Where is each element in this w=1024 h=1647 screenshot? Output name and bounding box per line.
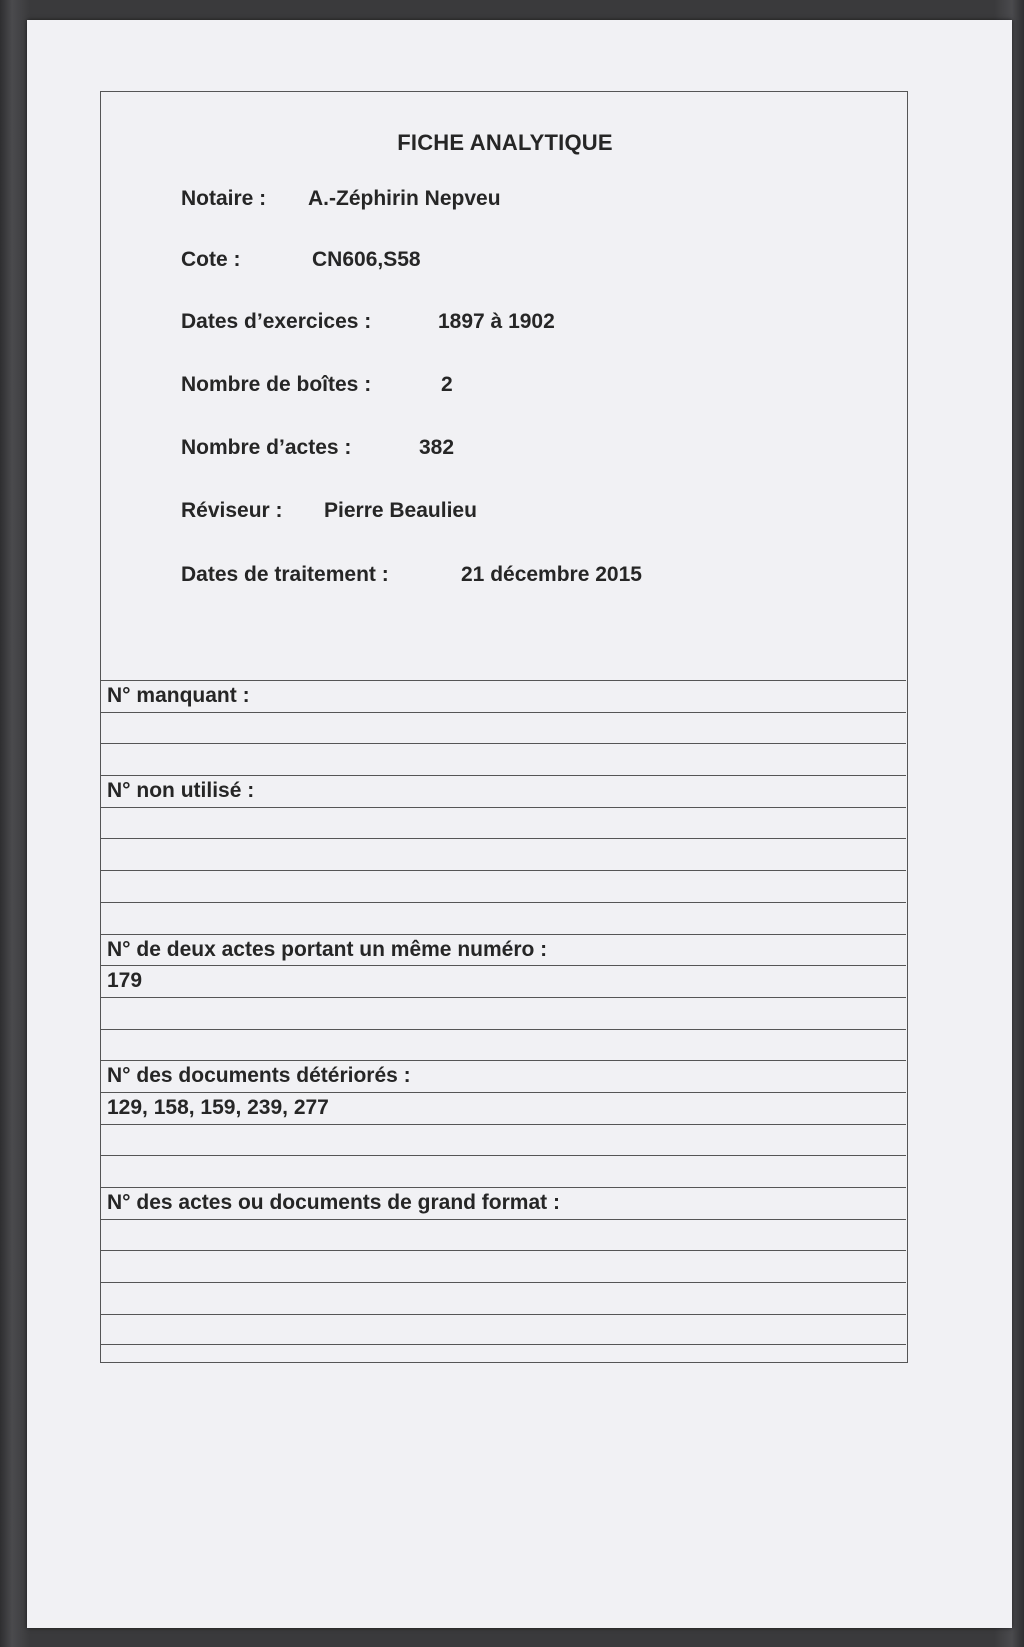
dates-traitement-label: Dates de traitement : — [181, 563, 389, 586]
deteriores-value: 129, 158, 159, 239, 277 — [101, 1092, 906, 1124]
blank-line — [101, 997, 906, 1029]
blank-line — [101, 1124, 906, 1156]
dates-exercices-label: Dates d’exercices : — [181, 310, 372, 333]
form-frame — [100, 91, 908, 1363]
nombre-actes-value: 382 — [419, 436, 455, 459]
blank-line — [101, 1314, 906, 1346]
blank-line — [101, 1029, 906, 1061]
deux-actes-value: 179 — [101, 965, 906, 997]
notaire-value: A.-Zéphirin Nepveu — [308, 187, 501, 210]
notaire-label: Notaire : — [181, 187, 267, 210]
nombre-actes-label: Nombre d’actes : — [181, 436, 352, 459]
blank-line — [101, 1250, 906, 1282]
field-cote — [181, 248, 421, 272]
section-non-utilise-header: N° non utilisé : — [101, 775, 906, 807]
cote-label: Cote : — [181, 248, 241, 271]
field-nombre-boites — [181, 373, 453, 397]
blank-line — [101, 712, 906, 744]
blank-line — [101, 1282, 906, 1314]
blank-line — [101, 743, 906, 775]
reviseur-value: Pierre Beaulieu — [324, 499, 477, 522]
document-page — [27, 20, 1012, 1628]
field-notaire — [181, 187, 501, 211]
blank-line — [101, 1155, 906, 1187]
field-dates-traitement — [181, 563, 642, 587]
dates-exercices-value: 1897 à 1902 — [438, 310, 555, 333]
section-deux-actes-header: N° de deux actes portant un même numéro : — [101, 934, 906, 966]
field-dates-exercices — [181, 310, 555, 334]
section-deteriores-header: N° des documents détériorés : — [101, 1060, 906, 1092]
nombre-boites-label: Nombre de boîtes : — [181, 373, 372, 396]
section-manquant-header: N° manquant : — [101, 680, 906, 712]
blank-line — [101, 870, 906, 902]
blank-line — [101, 902, 906, 934]
cote-value: CN606,S58 — [312, 248, 421, 271]
blank-line — [101, 838, 906, 870]
reviseur-label: Réviseur : — [181, 499, 283, 522]
section-grand-format-header: N° des actes ou documents de grand format : — [101, 1187, 906, 1219]
field-reviseur — [181, 499, 477, 523]
blank-line — [101, 807, 906, 839]
blank-line — [101, 1219, 906, 1251]
form-title: FICHE ANALYTIQUE — [397, 130, 613, 155]
nombre-boites-value: 2 — [441, 373, 453, 396]
dates-traitement-value: 21 décembre 2015 — [461, 563, 642, 586]
field-nombre-actes — [181, 436, 455, 460]
form-grid — [101, 680, 906, 1345]
